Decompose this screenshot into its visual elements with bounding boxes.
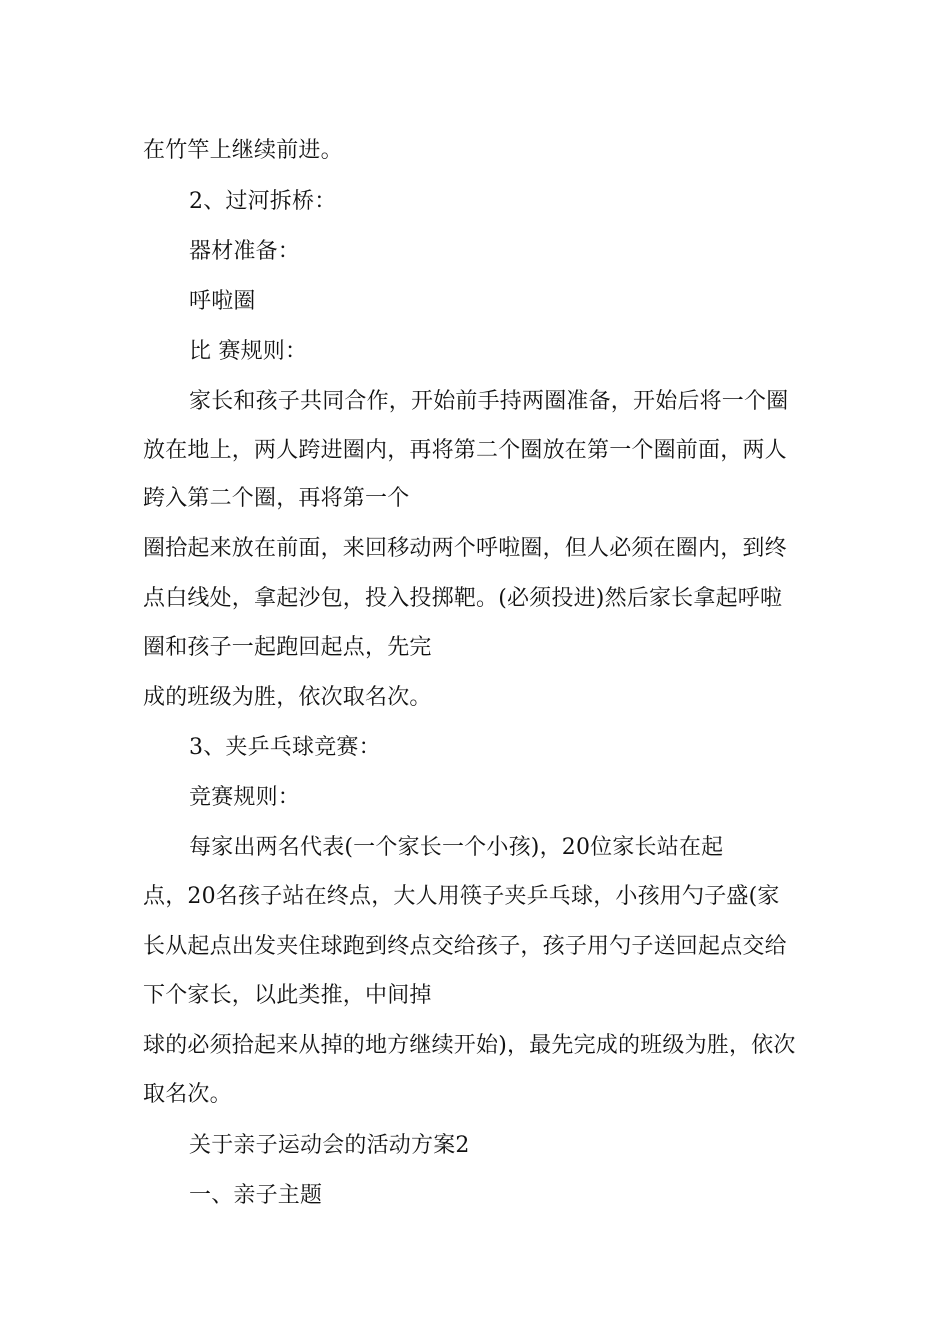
paragraph-line: 点白线处，拿起沙包，投入投掷靶。(必须投进)然后家长拿起呼啦	[143, 586, 783, 611]
paragraph-line: 球的必须拾起来从掉的地方继续开始)，最先完成的班级为胜，依次	[143, 1033, 796, 1058]
subheading: 比 赛规则：	[189, 339, 308, 364]
paragraph-line: 圈和孩子一起跑回起点，先完	[143, 635, 432, 660]
paragraph-line: 跨入第二个圈，再将第一个	[143, 486, 410, 511]
subheading: 竞赛规则：	[189, 785, 301, 810]
paragraph-line: 取名次。	[143, 1082, 232, 1107]
paragraph-line: 点，20名孩子站在终点，大人用筷子夹乒乓球，小孩用勺子盛(家	[143, 884, 780, 909]
paragraph-line: 每家出两名代表(一个家长一个小孩)，20位家长站在起	[189, 835, 724, 860]
paragraph-line: 放在地上，两人跨进圈内，再将第二个圈放在第一个圈前面，两人	[143, 438, 787, 463]
paragraph-line: 在竹竿上继续前进。	[143, 138, 343, 163]
paragraph-line: 呼啦圈	[189, 289, 256, 314]
paragraph-line: 长从起点出发夹住球跑到终点交给孩子，孩子用勺子送回起点交给	[143, 934, 787, 959]
subheading: 器材准备：	[189, 239, 301, 264]
section-heading: 一、亲子主题	[189, 1183, 323, 1208]
paragraph-line: 成的班级为胜，依次取名次。	[143, 685, 432, 710]
document-title: 关于亲子运动会的活动方案2	[189, 1133, 470, 1158]
paragraph-line: 圈拾起来放在前面，来回移动两个呼啦圈，但人必须在圈内，到终	[143, 536, 787, 561]
section-heading: 3、夹乒乓球竞赛：	[189, 735, 381, 760]
section-heading: 2、过河拆桥：	[189, 189, 337, 214]
paragraph-line: 家长和孩子共同合作，开始前手持两圈准备，开始后将一个圈	[189, 389, 789, 414]
paragraph-line: 下个家长，以此类推，中间掉	[143, 983, 432, 1008]
